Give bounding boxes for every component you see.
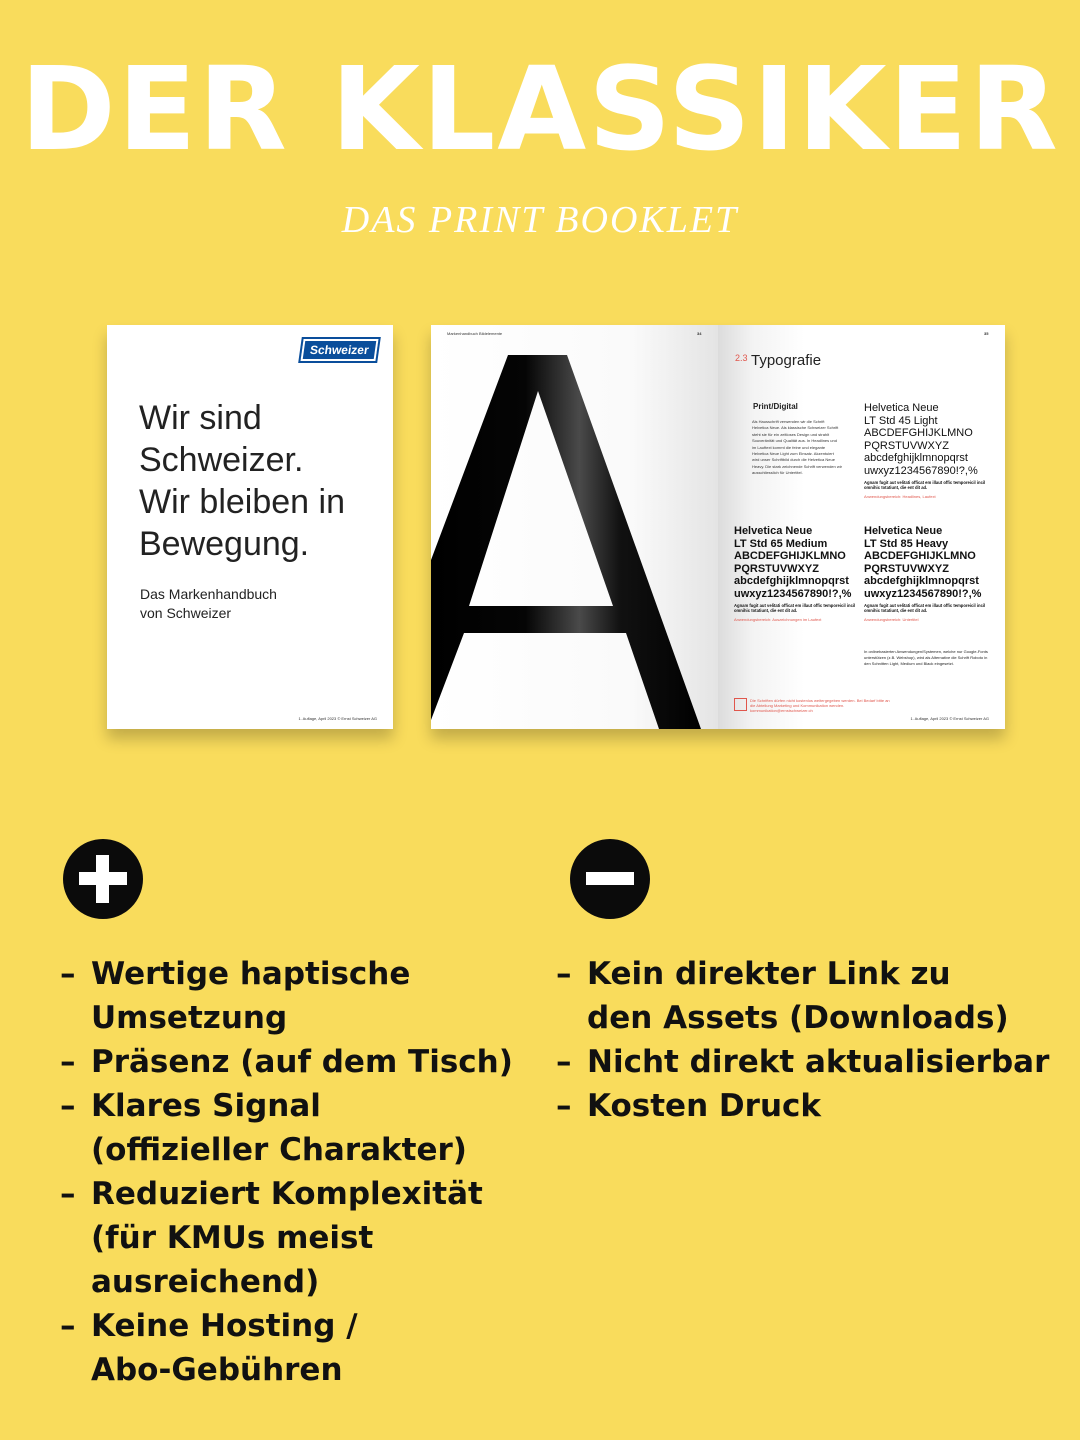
- big-letter-a-graphic: [431, 355, 718, 729]
- dash-bullet: –: [556, 956, 572, 992]
- pros-list: [60, 952, 530, 1392]
- cover-sub-line: von Schweizer: [140, 605, 232, 621]
- spread-right-page: [718, 325, 1005, 729]
- cover-footer: 1. Auflage, April 2023 © Ernst Schweizer AG: [298, 716, 377, 721]
- pros-list-item: [60, 1040, 530, 1084]
- dash-bullet: –: [60, 1176, 76, 1212]
- dash-bullet: –: [556, 1044, 572, 1080]
- section-title: Typografie: [751, 352, 822, 369]
- pros-item-line: Reduziert Komplexität: [91, 1176, 483, 1212]
- online-fonts-note: In onlinebasierten Anwendungen/Systemen, welche nur Google-Fonts unterstützen (z.B. Webshop), wird als Alternative die Schrift Roboto in den Schnitten Light, Medium und Black eingesetzt.: [864, 649, 988, 666]
- pros-list-item: [60, 1172, 530, 1304]
- plus-circle-icon: [63, 839, 143, 919]
- minus-circle-icon: [570, 839, 650, 919]
- right-page-footer: 1. Auflage, April 2023 © Ernst Schweizer AG: [910, 716, 989, 721]
- pros-item-line: Klares Signal: [91, 1088, 321, 1124]
- dash-bullet: –: [556, 1088, 572, 1124]
- font-sample-light: Helvetica Neue LT Std 45 Light ABCDEFGHIJKLMNO PQRSTUVWXYZ abcdefghijklmnopqrst uwxyz1234567890!?,% Agnam fugit aut velitati officat em illaut offic temporeicil incil omnihic totatiunt, die ent dit ad. Anwendungsbereich: Headlines, Laufext: [864, 402, 986, 500]
- cons-item-line: Nicht direkt aktualisierbar: [587, 1044, 1050, 1080]
- right-page-number: 35: [984, 331, 989, 336]
- license-note: Die Schriften dürfen nicht kostenlos weitergegeben werden. Bei Bedarf bitte an die Abteilung Marketing und Kommunikation wenden. kommunikation@ernstschweizer.ch: [734, 698, 894, 713]
- page-subtitle: DAS PRINT BOOKLET: [341, 199, 739, 241]
- pros-item-line: Abo-Gebühren: [91, 1352, 343, 1388]
- pros-item-line: Keine Hosting /: [91, 1308, 358, 1344]
- pros-item-line: (für KMUs meist: [91, 1220, 374, 1256]
- cons-item-line: den Assets (Downloads): [587, 1000, 1009, 1036]
- print-digital-label: Print/Digital: [753, 402, 798, 411]
- cover-heading-line: Bewegung.: [139, 525, 310, 563]
- cover-heading-line: Wir bleiben in: [139, 483, 345, 521]
- cons-item-line: Kosten Druck: [587, 1088, 822, 1124]
- cover-sub-line: Das Markenhandbuch: [140, 586, 277, 602]
- cover-heading-line: Wir sind: [139, 399, 262, 437]
- schweizer-logo: Schweizer: [301, 339, 379, 361]
- booklet-cover: [107, 325, 393, 729]
- dash-bullet: –: [60, 956, 76, 992]
- left-page-header: Markenhandbuch Bildelemente: [447, 331, 503, 336]
- pros-item-line: (offizieller Charakter): [91, 1132, 467, 1168]
- arrow-down-icon: [734, 698, 747, 711]
- pros-item-line: Umsetzung: [91, 1000, 288, 1036]
- print-digital-text: Als Hausschrift verwenden wir die Schrift Helvetica Neue. Als klassische Schweizer Schrift steht sie für ein zeitloses Design und strahlt Souveränität und Qualität aus. In Headlines und im Lauftext kommt die feine und elegante Helvetica Neue Light zum Einsatz. Akzentuiert wird unser Schriftbild durch die Helvetica Neue Heavy. Die stark zeichnende Schrift verwenden wir ausschliesslich für Untertitel.: [752, 419, 842, 476]
- left-page-number: 34: [697, 331, 702, 336]
- section-number: 2.3: [735, 353, 748, 363]
- font-sample-heavy: Helvetica Neue LT Std 85 Heavy ABCDEFGHIJKLMNO PQRSTUVWXYZ abcdefghijklmnopqrst uwxyz1234567890!?,% Agnam fugit aut velitati officat em illaut offic temporeicil incil omnihic totatiunt, die ent dit ad. Anwendungsbereich: Untertitel: [864, 525, 986, 623]
- page-title: DER KLASSIKER: [20, 43, 1060, 177]
- cover-heading: [139, 397, 389, 565]
- dash-bullet: –: [60, 1044, 76, 1080]
- cons-list-item: [556, 1040, 1056, 1084]
- cover-heading-line: Schweizer.: [139, 441, 304, 479]
- booklet-spread: [431, 325, 1005, 729]
- font-sample-medium: Helvetica Neue LT Std 65 Medium ABCDEFGHIJKLMNO PQRSTUVWXYZ abcdefghijklmnopqrst uwxyz1234567890!?,% Agnam fugit aut velitati officat em illaut offic temporeicil incil omnihic totatiunt, die ent dit ad. Anwendungsbereich: Auszeichnungen im Laufext: [734, 525, 856, 623]
- pros-list-item: [60, 1084, 530, 1172]
- cons-list: [556, 952, 1056, 1128]
- spread-left-page: [431, 325, 718, 729]
- pros-item-line: Präsenz (auf dem Tisch): [91, 1044, 513, 1080]
- cons-list-item: [556, 1084, 1056, 1128]
- dash-bullet: –: [60, 1308, 76, 1344]
- pros-item-line: Wertige haptische: [91, 956, 411, 992]
- dash-bullet: –: [60, 1088, 76, 1124]
- pros-list-item: [60, 1304, 530, 1392]
- pros-list-item: [60, 952, 530, 1040]
- cover-subheading: [140, 585, 380, 623]
- cons-item-line: Kein direkter Link zu: [587, 956, 951, 992]
- cons-list-item: [556, 952, 1056, 1040]
- pros-item-line: ausreichend): [91, 1264, 320, 1300]
